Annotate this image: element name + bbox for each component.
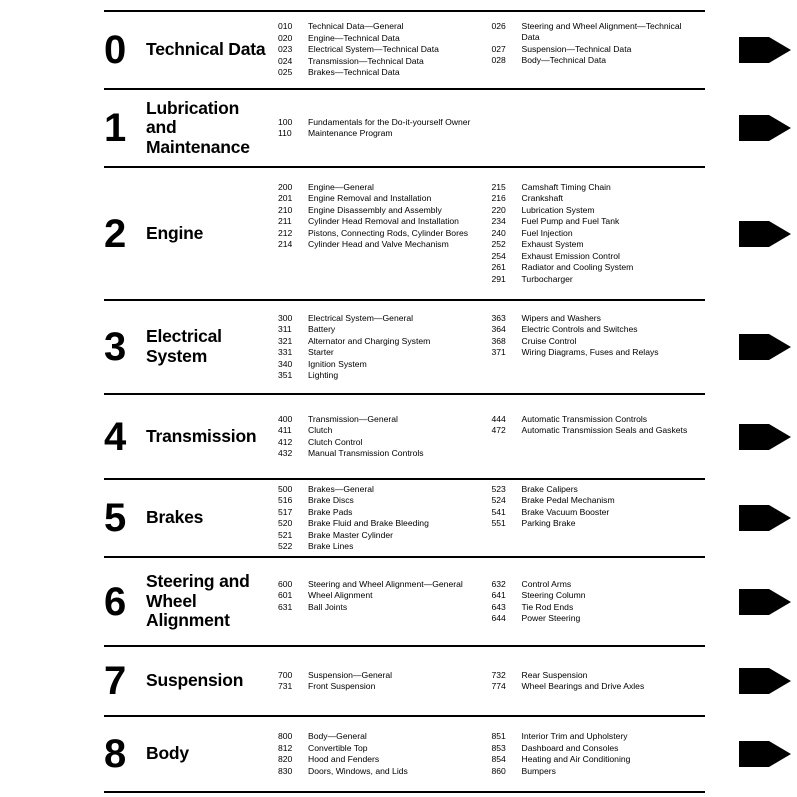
entry-column-right <box>492 484 706 553</box>
entry-label: Steering Column <box>521 590 586 600</box>
entry-column-right <box>492 579 706 625</box>
toc-entry[interactable] <box>278 33 492 44</box>
toc-entry[interactable] <box>492 182 706 193</box>
section-number: 2 <box>104 211 126 256</box>
toc-entry[interactable] <box>278 754 492 765</box>
toc-entry[interactable] <box>278 681 492 692</box>
section-title: Electrical System <box>146 326 222 366</box>
toc-section <box>104 10 705 88</box>
entry-label: Electrical System—Technical Data <box>308 44 439 55</box>
entry-code: 400 <box>278 413 293 424</box>
entry-code: 601 <box>278 590 293 600</box>
section-title: Engine <box>146 222 204 243</box>
toc-entry[interactable] <box>278 731 492 742</box>
entry-label: Wiring Diagrams, Fuses and Relays <box>521 347 659 357</box>
toc-entry[interactable] <box>278 670 492 681</box>
entry-label: Body—Technical Data <box>521 55 607 66</box>
entry-column-right <box>492 731 706 777</box>
tab-bar <box>739 334 769 360</box>
entry-code: 516 <box>278 495 293 505</box>
entry-label: Cylinder Head Removal and Installation <box>308 216 459 227</box>
entry-code: 368 <box>491 335 506 346</box>
entry-code: 331 <box>278 347 293 357</box>
toc-entry[interactable] <box>492 602 706 613</box>
entry-label: Cylinder Head and Valve Mechanism <box>308 239 449 250</box>
entry-label: Brake Fluid and Brake Bleeding <box>308 518 429 528</box>
entry-column-left <box>278 313 492 382</box>
entry-code: 110 <box>278 128 292 138</box>
tab-bar <box>739 424 769 450</box>
entry-code: 340 <box>278 358 293 369</box>
toc-entry[interactable] <box>492 495 706 506</box>
entry-label: Camshaft Timing Chain <box>521 181 611 192</box>
entry-column-left <box>278 117 492 140</box>
section-entry-columns <box>274 313 705 382</box>
entry-code: 371 <box>491 347 506 357</box>
entry-code: 026 <box>491 21 506 32</box>
entry-code: 500 <box>278 483 293 494</box>
entry-label: Ignition System <box>308 358 367 369</box>
entry-label: Electrical System—General <box>308 312 414 323</box>
entry-code: 216 <box>491 193 506 204</box>
section-title: Body <box>146 743 189 764</box>
tab-bar <box>739 221 769 247</box>
toc-entry[interactable] <box>278 530 492 541</box>
entry-code: 643 <box>491 601 506 612</box>
toc-entry[interactable] <box>492 766 706 777</box>
entry-label: Battery <box>308 324 336 334</box>
entry-label: Interior Trim and Upholstery <box>521 731 628 741</box>
entry-label: Front Suspension <box>308 681 376 691</box>
tab-bar <box>739 589 769 615</box>
entry-code: 364 <box>491 324 506 334</box>
toc-entry[interactable] <box>278 67 492 78</box>
entry-column-left <box>278 21 492 79</box>
entry-label: Turbocharger <box>521 273 573 284</box>
toc-entry[interactable] <box>492 193 706 204</box>
entry-label: Fundamentals for the Do-it-yourself Owner <box>308 116 471 127</box>
entry-code: 211 <box>278 216 292 227</box>
toc-entry[interactable] <box>492 681 706 692</box>
entry-label: Cruise Control <box>521 335 577 346</box>
entry-label: Ball Joints <box>308 601 348 612</box>
entry-label: Technical Data—General <box>308 21 404 32</box>
entry-column-right <box>492 182 706 286</box>
section-tab-arrow-icon <box>739 668 791 694</box>
entry-label: Engine—General <box>308 181 374 192</box>
entry-label: Exhaust System <box>521 239 584 250</box>
tab-tip <box>769 37 791 63</box>
toc-section <box>104 166 705 299</box>
toc-entry[interactable] <box>278 347 492 358</box>
entry-code: 524 <box>491 495 506 505</box>
entry-code: 600 <box>278 578 293 589</box>
entry-code: 300 <box>278 312 293 323</box>
tab-tip <box>769 505 791 531</box>
entry-label: Brake Calipers <box>521 483 578 494</box>
entry-code: 220 <box>491 204 506 215</box>
entry-column-left <box>278 670 492 693</box>
toc-entry[interactable] <box>278 336 492 347</box>
toc-entry[interactable] <box>492 414 706 425</box>
entry-column-right <box>492 670 706 693</box>
entry-code: 027 <box>491 43 506 54</box>
toc-entry[interactable] <box>278 518 492 529</box>
toc-entry[interactable] <box>492 262 706 273</box>
entry-code: 800 <box>278 731 293 741</box>
toc-entry[interactable] <box>278 437 492 448</box>
toc-section <box>104 88 705 166</box>
section-tab-arrow-icon <box>739 115 791 141</box>
toc-section <box>104 645 705 715</box>
toc-entry[interactable] <box>278 324 492 335</box>
tab-tip <box>769 115 791 141</box>
section-title: Lubrication and Maintenance <box>146 97 250 157</box>
entry-code: 632 <box>491 578 506 589</box>
entry-label: Lighting <box>308 370 339 380</box>
entry-label: Engine Disassembly and Assembly <box>308 204 442 215</box>
entry-code: 522 <box>278 541 293 551</box>
entry-code: 644 <box>491 613 506 623</box>
entry-column-right <box>492 117 706 140</box>
entry-label: Lubrication System <box>521 204 595 215</box>
toc-entry[interactable] <box>492 507 706 518</box>
toc-entry[interactable] <box>492 251 706 262</box>
entry-label: Brakes—Technical Data <box>308 67 400 78</box>
section-title: Transmission <box>146 425 257 446</box>
entry-code: 551 <box>491 518 506 528</box>
entry-label: Bumpers <box>521 765 556 776</box>
toc-entry[interactable] <box>492 754 706 765</box>
toc-entry[interactable] <box>492 670 706 681</box>
toc-entry[interactable] <box>278 766 492 777</box>
entry-label: Control Arms <box>521 578 572 589</box>
tab-bar <box>739 37 769 63</box>
entry-code: 261 <box>491 262 506 273</box>
entry-code: 023 <box>278 44 293 55</box>
entry-label: Brake Lines <box>308 541 354 551</box>
entry-code: 700 <box>278 669 293 680</box>
entry-code: 234 <box>491 216 506 227</box>
entry-code: 412 <box>278 436 293 447</box>
toc-entry[interactable] <box>492 228 706 239</box>
entry-code: 521 <box>278 529 293 540</box>
tab-bar <box>739 505 769 531</box>
section-number: 6 <box>104 579 126 624</box>
entry-label: Electric Controls and Switches <box>521 324 638 334</box>
toc-entry[interactable] <box>278 205 492 216</box>
entry-code: 240 <box>491 227 506 238</box>
entry-label: Engine—Technical Data <box>308 32 400 43</box>
toc-entry[interactable] <box>492 21 706 43</box>
toc-section <box>104 556 705 645</box>
section-number: 4 <box>104 414 126 459</box>
entry-code: 311 <box>278 324 292 334</box>
entry-label: Fuel Injection <box>521 227 573 238</box>
toc-entry[interactable] <box>278 56 492 67</box>
toc-entry[interactable] <box>278 313 492 324</box>
tab-tip <box>769 334 791 360</box>
entry-code: 541 <box>491 506 506 517</box>
entry-code: 444 <box>491 413 506 424</box>
tab-bar <box>739 741 769 767</box>
entry-label: Heating and Air Conditioning <box>521 754 631 764</box>
entry-label: Wheel Alignment <box>308 590 373 600</box>
section-number: 5 <box>104 496 126 540</box>
entry-label: Brake Master Cylinder <box>308 529 394 540</box>
entry-code: 820 <box>278 754 293 764</box>
section-title: Brakes <box>146 507 204 528</box>
section-entry-columns <box>274 414 705 460</box>
toc-entry[interactable] <box>278 359 492 370</box>
entry-code: 812 <box>278 742 293 753</box>
entry-label: Engine Removal and Installation <box>308 193 432 204</box>
toc-entry[interactable] <box>492 274 706 285</box>
entry-label: Fuel Pump and Fuel Tank <box>521 216 620 227</box>
entry-code: 363 <box>491 312 506 323</box>
toc-entry[interactable] <box>278 602 492 613</box>
entry-code: 100 <box>278 116 293 127</box>
entry-label: Exhaust Emission Control <box>521 250 620 261</box>
toc-entry[interactable] <box>278 541 492 552</box>
entry-label: Wipers and Washers <box>521 312 601 323</box>
toc-entry[interactable] <box>278 579 492 590</box>
toc-entry[interactable] <box>278 484 492 495</box>
toc-entry[interactable] <box>278 507 492 518</box>
section-entry-columns <box>274 21 705 79</box>
toc-section <box>104 299 705 393</box>
toc-entry[interactable] <box>492 590 706 601</box>
toc-entry[interactable] <box>492 347 706 358</box>
entry-label: Wheel Bearings and Drive Axles <box>521 681 645 691</box>
section-entry-columns <box>274 731 705 777</box>
section-entry-columns <box>274 579 705 625</box>
entry-column-left <box>278 182 492 286</box>
section-title: Steering and Wheel Alignment <box>146 571 250 631</box>
entry-code: 252 <box>491 239 506 250</box>
entry-code: 351 <box>278 370 293 380</box>
toc-entry[interactable] <box>492 425 706 436</box>
toc-entry[interactable] <box>492 579 706 590</box>
entry-label: Parking Brake <box>521 518 576 528</box>
toc-entry[interactable] <box>492 216 706 227</box>
toc-entry[interactable] <box>278 448 492 459</box>
section-tab-arrow-icon <box>739 334 791 360</box>
tab-bar <box>739 115 769 141</box>
toc-entry[interactable] <box>278 193 492 204</box>
entry-label: Alternator and Charging System <box>308 335 431 346</box>
entry-code: 201 <box>278 193 293 204</box>
entry-label: Tie Rod Ends <box>521 601 574 612</box>
entry-label: Brakes—General <box>308 483 374 494</box>
toc-entry[interactable] <box>492 484 706 495</box>
entry-label: Radiator and Cooling System <box>521 262 634 273</box>
section-title: Technical Data <box>146 39 266 60</box>
toc-entry[interactable] <box>492 313 706 324</box>
entry-label: Dashboard and Consoles <box>521 742 619 753</box>
entry-code: 517 <box>278 506 293 517</box>
entry-label: Suspension—Technical Data <box>521 43 632 54</box>
entry-code: 215 <box>491 181 506 192</box>
toc-section <box>104 715 705 793</box>
entry-label: Manual Transmission Controls <box>308 448 424 458</box>
entry-column-left <box>278 579 492 625</box>
entry-code: 853 <box>491 742 506 753</box>
entry-label: Hood and Fenders <box>308 754 380 764</box>
toc-entry[interactable] <box>278 117 492 128</box>
toc-entry[interactable] <box>492 336 706 347</box>
toc-entry[interactable] <box>278 21 492 32</box>
entry-code: 641 <box>491 590 506 600</box>
toc-entry[interactable] <box>278 128 492 139</box>
toc-entry[interactable] <box>278 495 492 506</box>
entry-code: 200 <box>278 181 293 192</box>
entry-code: 020 <box>278 32 293 43</box>
toc-entry[interactable] <box>278 216 492 227</box>
toc-entry[interactable] <box>492 324 706 335</box>
entry-label: Automatic Transmission Seals and Gaskets <box>521 425 688 435</box>
entry-code: 028 <box>491 55 506 66</box>
entry-column-left <box>278 414 492 460</box>
entry-code: 291 <box>491 273 506 284</box>
entry-code: 024 <box>278 55 293 66</box>
entry-label: Doors, Windows, and Lids <box>308 765 408 776</box>
section-tab-arrow-icon <box>739 589 791 615</box>
entry-column-right <box>492 313 706 382</box>
section-entry-columns <box>274 484 705 553</box>
entry-code: 321 <box>278 335 293 346</box>
tab-tip <box>769 668 791 694</box>
toc-entry[interactable] <box>278 228 492 239</box>
toc-entry[interactable] <box>492 239 706 250</box>
toc-entry[interactable] <box>278 44 492 55</box>
entry-code: 411 <box>278 425 292 435</box>
toc-entry[interactable] <box>492 613 706 624</box>
toc-entry[interactable] <box>492 44 706 55</box>
entry-column-left <box>278 484 492 553</box>
entry-label: Brake Vacuum Booster <box>521 506 610 517</box>
section-entry-columns <box>274 670 705 693</box>
entry-label: Rear Suspension <box>521 669 588 680</box>
entry-label: Transmission—General <box>308 413 398 424</box>
toc-entry[interactable] <box>492 55 706 66</box>
entry-code: 523 <box>491 483 506 494</box>
entry-label: Clutch Control <box>308 436 363 447</box>
entry-label: Clutch <box>308 425 333 435</box>
tab-tip <box>769 589 791 615</box>
toc-entry[interactable] <box>278 370 492 381</box>
entry-label: Brake Pedal Mechanism <box>521 495 615 505</box>
toc-section <box>104 478 705 556</box>
entry-label: Body—General <box>308 731 367 741</box>
entry-label: Crankshaft <box>521 193 564 204</box>
toc-section <box>104 393 705 478</box>
entry-column-left <box>278 731 492 777</box>
entry-label: Suspension—General <box>308 669 393 680</box>
tab-bar <box>739 668 769 694</box>
entry-label: Maintenance Program <box>308 128 393 138</box>
entry-column-right <box>492 414 706 460</box>
section-entry-columns <box>274 117 705 140</box>
toc-entry[interactable] <box>278 182 492 193</box>
section-number: 7 <box>104 659 126 703</box>
entry-code: 860 <box>491 765 506 776</box>
toc-entry[interactable] <box>492 743 706 754</box>
section-entry-columns <box>274 182 705 286</box>
entry-code: 472 <box>491 425 506 435</box>
toc-entry[interactable] <box>278 425 492 436</box>
section-tab-arrow-icon <box>739 741 791 767</box>
entry-code: 520 <box>278 518 293 528</box>
section-title: Suspension <box>146 670 244 691</box>
entry-code: 432 <box>278 448 293 458</box>
toc-entry[interactable] <box>278 239 492 250</box>
entry-code: 830 <box>278 765 293 776</box>
entry-code: 254 <box>491 250 506 261</box>
entry-label: Transmission—Technical Data <box>308 55 424 66</box>
entry-label: Brake Discs <box>308 495 354 505</box>
tab-tip <box>769 424 791 450</box>
toc-entry[interactable] <box>278 590 492 601</box>
entry-code: 774 <box>491 681 506 691</box>
section-number: 0 <box>104 28 126 72</box>
tab-tip <box>769 741 791 767</box>
entry-code: 025 <box>278 67 293 78</box>
tab-tip <box>769 221 791 247</box>
section-tab-arrow-icon <box>739 221 791 247</box>
entry-label: Power Steering <box>521 613 581 623</box>
entry-label: Steering and Wheel Alignment—Technical Data <box>521 21 682 43</box>
entry-label: Automatic Transmission Controls <box>521 413 648 424</box>
entry-code: 010 <box>278 21 293 32</box>
entry-code: 214 <box>278 239 293 250</box>
entry-code: 210 <box>278 204 293 215</box>
entry-label: Pistons, Connecting Rods, Cylinder Bores <box>308 227 469 238</box>
section-tab-arrow-icon <box>739 424 791 450</box>
entry-code: 851 <box>491 731 506 741</box>
toc-entry[interactable] <box>278 414 492 425</box>
toc-entry[interactable] <box>492 518 706 529</box>
entry-label: Starter <box>308 347 334 357</box>
section-tab-arrow-icon <box>739 37 791 63</box>
entry-code: 854 <box>491 754 506 764</box>
section-tab-arrow-icon <box>739 505 791 531</box>
toc-entry[interactable] <box>492 731 706 742</box>
toc-entry[interactable] <box>278 743 492 754</box>
entry-code: 631 <box>278 601 293 612</box>
toc-entry[interactable] <box>492 205 706 216</box>
entry-column-right <box>492 21 706 79</box>
entry-code: 212 <box>278 227 293 238</box>
entry-code: 731 <box>278 681 293 691</box>
section-number: 3 <box>104 325 126 369</box>
entry-label: Brake Pads <box>308 506 353 517</box>
entry-code: 732 <box>491 669 506 680</box>
entry-label: Steering and Wheel Alignment—General <box>308 578 463 589</box>
entry-label: Convertible Top <box>308 742 368 753</box>
section-number: 8 <box>104 732 126 776</box>
section-number: 1 <box>104 106 126 150</box>
